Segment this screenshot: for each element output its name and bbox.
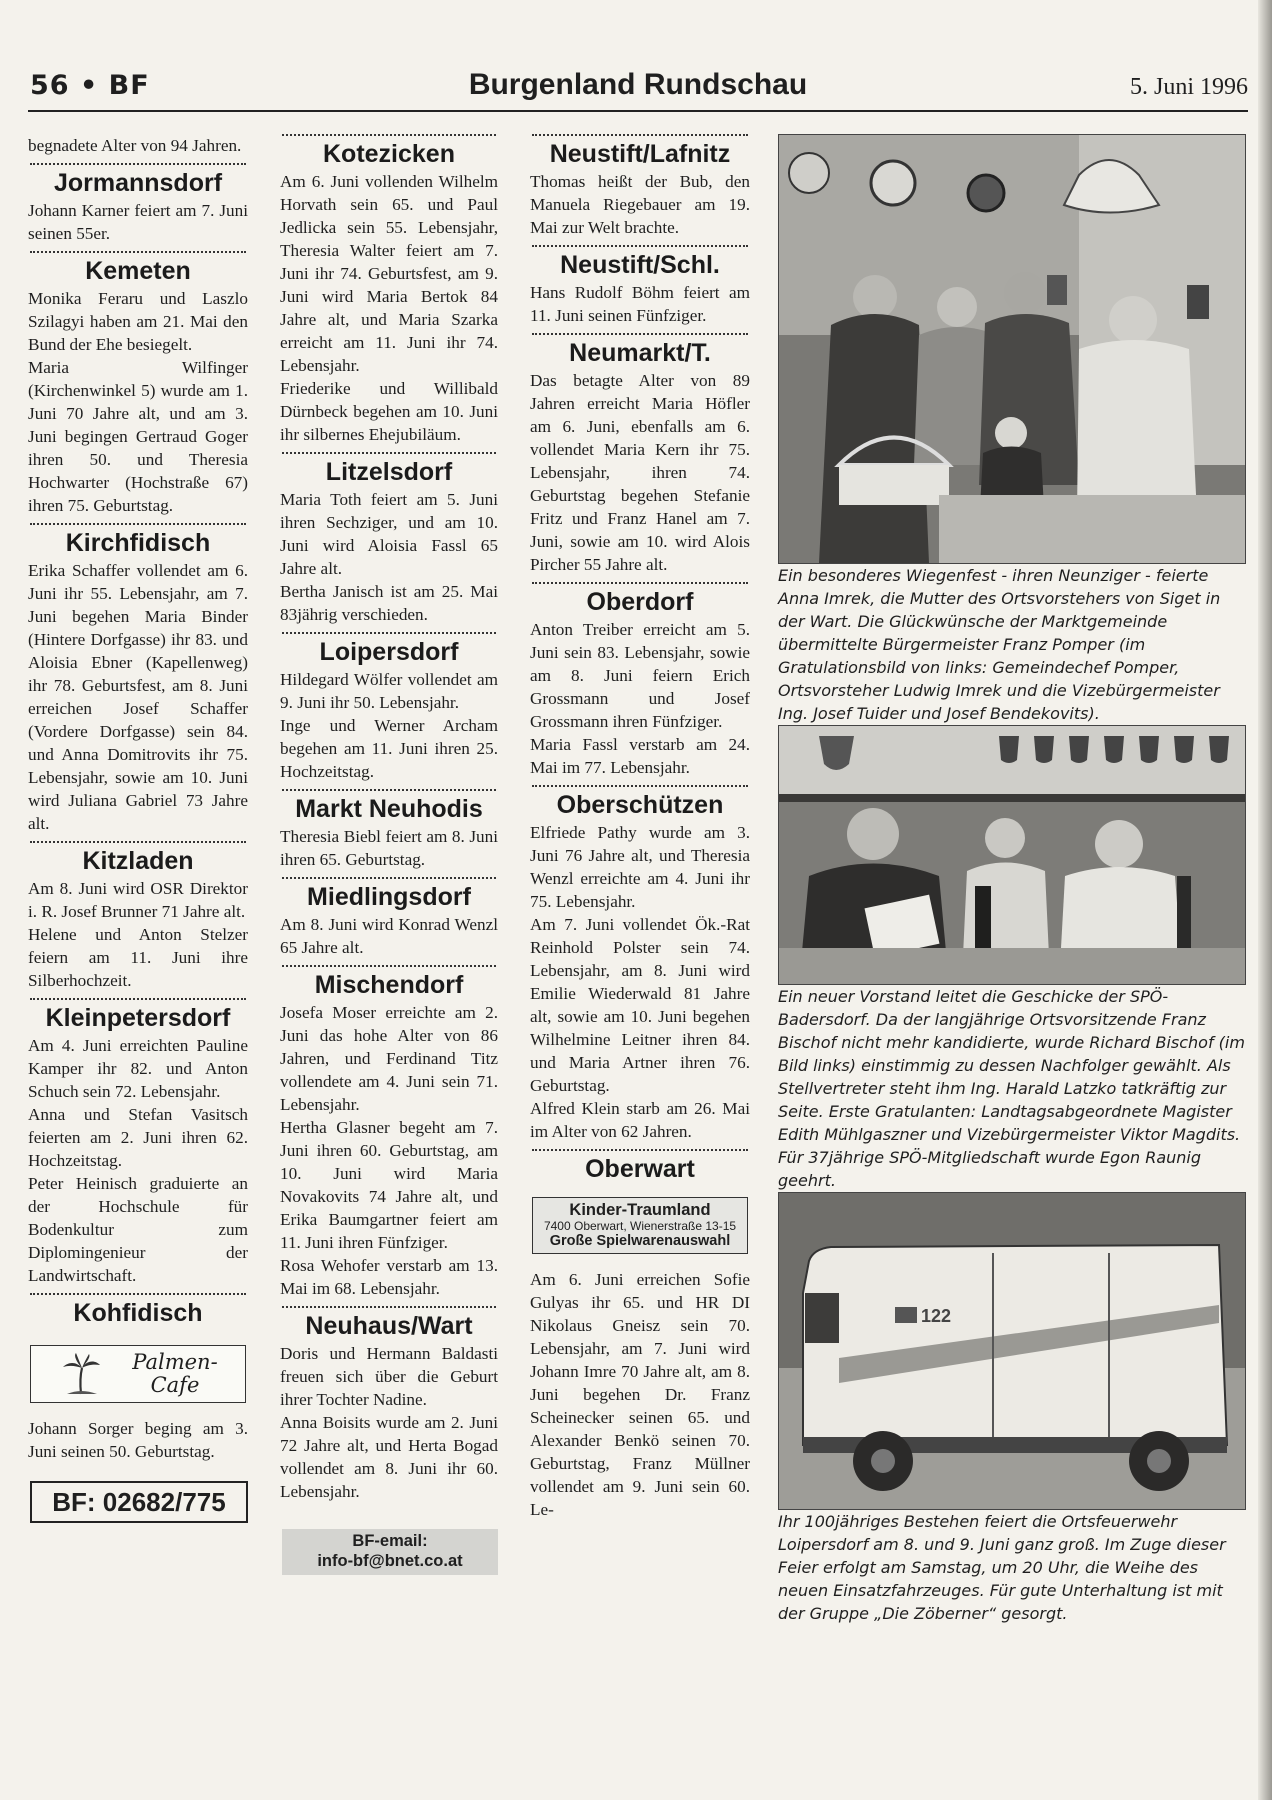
dotted-divider	[30, 523, 246, 525]
dotted-divider	[532, 134, 748, 136]
article-text: Theresia Biebl feiert am 8. Juni ihren 65. Geburtstag.	[280, 827, 498, 869]
article-text: Thomas heißt der Bub, den Manuela Riegebauer am 19. Mai zur Welt brachte.	[530, 172, 750, 237]
article-text: Am 6. Juni erreichen Sofie Gulyas ihr 65. und HR DI Nikolaus Gneisz sein 70. Lebensjahr, am 7. Juni wird Johann Imre 70 Jahre alt, am 8. Juni begehen Dr. Franz Scheinecker seinen 65. und Alexander Benkö seinen 70. Geburtstag, Franz Müllner vollendet am 9. Juni sein 60. Le-	[530, 1270, 750, 1519]
section-title-markt-neuhodis: Markt Neuhodis	[295, 795, 483, 823]
section-title-neustift-lafnitz: Neustift/Lafnitz	[549, 140, 731, 168]
article-text: Am 4. Juni erreichten Pauline Kamper ihr 82. und Anton Schuch sein 72. Lebensjahr.	[28, 1036, 248, 1101]
truck-number: 122	[921, 1306, 952, 1326]
section-title-kirchfidisch: Kirchfidisch	[65, 529, 211, 557]
article-text: Bertha Janisch ist am 25. Mai 83jährig verschieden.	[280, 582, 498, 624]
section-title-litzelsdorf: Litzelsdorf	[325, 458, 453, 486]
page-header	[28, 66, 1248, 112]
section-title-kleinpetersdorf: Kleinpetersdorf	[45, 1004, 231, 1032]
article-text: begnadete Alter von 94 Jahren.	[28, 136, 242, 155]
section-title-oberdorf: Oberdorf	[586, 588, 694, 616]
article-text: Alfred Klein starb am 26. Mai im Alter von 62 Jahren.	[530, 1099, 750, 1141]
article-text: Josefa Moser erreichte am 2. Juni das hohe Alter von 86 Jahren, und Ferdinand Titz vollendete am 4. Juni sein 71. Lebensjahr.	[280, 1003, 498, 1114]
dotted-divider	[282, 1306, 496, 1308]
dotted-divider	[30, 251, 246, 253]
column-2	[280, 134, 498, 1575]
article-text: Johann Karner feiert am 7. Juni seinen 55er.	[28, 201, 248, 243]
article-text: Monika Feraru und Laszlo Szilagyi haben am 21. Mai den Bund der Ehe besiegelt.	[28, 289, 248, 354]
section-title-oberschuetzen: Oberschützen	[556, 791, 724, 819]
email-ad-label: BF-email:	[352, 1532, 428, 1550]
section-title-neuhaus: Neuhaus/Wart	[305, 1312, 473, 1340]
dotted-divider	[282, 789, 496, 791]
article-text: Am 8. Juni wird Konrad Wenzl 65 Jahre alt.	[280, 915, 498, 957]
issue-date: 5. Juni 1996	[1129, 74, 1248, 100]
article-text: Doris und Hermann Baldasti freuen sich über die Geburt ihrer Tochter Nadine.	[280, 1344, 498, 1409]
article-text: Johann Sorger beging am 3. Juni seinen 50. Geburtstag.	[28, 1419, 248, 1461]
section-title-miedlingsdorf: Miedlingsdorf	[307, 883, 471, 911]
photo-spoe-board	[778, 725, 1246, 985]
photo-caption: Ein neuer Vorstand leitet die Geschicke der SPÖ-Badersdorf. Da der langjährige Ortsvorsitzende Franz Bischof nicht mehr kandidierte, wurde Richard Bischof (im Bild links) einstimmig zu dessen Nachfolger gewählt. Als Stellvertreter steht ihm Ing. Harald Latzko tatkräftig zur Seite. Erste Gratulanten: Landtagsabgeordnete Magister Edith Mühlgaszner und Vizebürgermeister Viktor Magdits. Für 37jährige SPÖ-Mitgliedschaft wurde Egon Raunig geehrt.	[778, 987, 1245, 1190]
kinder-ad-slogan: Große Spielwarenauswahl	[549, 1233, 731, 1249]
section-title-neustift-schl: Neustift/Schl.	[560, 251, 720, 279]
page-number: 56 • BF	[30, 70, 150, 101]
section-title-kotezicken: Kotezicken	[323, 140, 455, 168]
section-title-kohfidisch: Kohfidisch	[73, 1299, 203, 1327]
kinder-ad-address: 7400 Oberwart, Wienerstraße 13-15	[543, 1219, 737, 1233]
masthead: Burgenland Rundschau	[468, 68, 808, 101]
page-fold-shadow	[1258, 0, 1272, 1800]
dotted-divider	[30, 998, 246, 1000]
article-text: Hildegard Wölfer vollendet am 9. Juni ihr 50. Lebensjahr.	[280, 670, 498, 712]
email-ad	[282, 1529, 498, 1575]
section-title-neumarkt: Neumarkt/T.	[569, 339, 711, 367]
article-text: Anton Treiber erreicht am 5. Juni sein 83. Lebensjahr, sowie am 8. Juni feiern Erich Grossmann und Josef Grossmann ihren Fünfziger.	[530, 620, 750, 731]
photo-fire-truck	[778, 1192, 1246, 1510]
article-text: Am 6. Juni vollenden Wilhelm Horvath sein 65. und Paul Jedlicka sein 55. Lebensjahr, Theresia Walter feiert am 7. Juni ihr 74. Geburtsfest, am 9. Juni wird Maria Bertok 84 Jahre alt, und Maria Szarka erreicht am 11. Juni ihr 74. Lebensjahr.	[280, 172, 498, 375]
article-text: Anna Boisits wurde am 2. Juni 72 Jahre alt, und Herta Bogad vollendet am 8. Juni ihr 60. Lebensjahr.	[280, 1413, 498, 1501]
dotted-divider	[30, 1293, 246, 1295]
kinder-ad-title: Kinder-Traumland	[569, 1201, 711, 1219]
kinder-traumland-ad	[532, 1197, 748, 1254]
dotted-divider	[532, 245, 748, 247]
article-text: Am 8. Juni wird OSR Direktor i. R. Josef Brunner 71 Jahre alt.	[28, 879, 248, 921]
photo-birthday-image	[779, 135, 1245, 563]
dotted-divider	[30, 841, 246, 843]
article-text: Maria Toth feiert am 5. Juni ihren Sechziger, und am 10. Juni wird Aloisia Fassl 65 Jahre alt.	[280, 490, 498, 578]
column-1	[28, 134, 248, 1523]
article-text: Rosa Wehofer verstarb am 13. Mai im 68. Lebensjahr.	[280, 1256, 498, 1298]
article-text: Hertha Glasner begeht am 7. Juni ihren 60. Geburtstag, am 10. Juni wird Maria Novakovits 74 Jahre alt, und Erika Baumgartner feiert am 11. Juni ihren Fünfziger.	[280, 1118, 498, 1252]
dotted-divider	[282, 632, 496, 634]
article-text: Inge und Werner Archam begehen am 11. Juni ihren 25. Hochzeitstag.	[280, 716, 498, 781]
article-text: Das betagte Alter von 89 Jahren erreicht Maria Höfler am 6. Juni, ebenfalls am 6. vollendet Maria Kern ihr 75. Lebensjahr, ihren 74. Geburtstag begehen Stefanie Fritz und Franz Hanel am 7. Juni, sowie am 10. wird Alois Pircher 55 Jahre alt.	[530, 371, 750, 574]
article-text: Peter Heinisch graduierte an der Hochschule für Bodenkultur zum Diplomingenieur der Landwirtschaft.	[28, 1174, 248, 1285]
article-text: Erika Schaffer vollendet am 6. Juni ihr 55. Lebensjahr, am 7. Juni begehen Maria Binder (Hintere Dorfgasse) ihr 83. und Aloisia Ebner (Kapellenweg) ihr 78. Geburtsfest, am 8. Juni erreichen Josef Schaffer (Vordere Dorfgasse) sein 84. und Anna Domitrovits ihr 75. Lebensjahr, sowie am 10. Juni wird Juliana Gabriel 73 Jahre alt.	[28, 561, 248, 833]
dotted-divider	[532, 333, 748, 335]
article-text: Hans Rudolf Böhm feiert am 11. Juni seinen Fünfziger.	[530, 283, 750, 325]
section-title-kitzladen: Kitzladen	[82, 847, 194, 875]
article-text: Am 7. Juni vollendet Ök.-Rat Reinhold Polster sein 74. Lebensjahr, am 8. Juni wird Emilie Wiederwald 81 Jahre alt, sowie am 10. Juni begehen Wilhelmine Leitner ihren 84. und Maria Artner ihren 76. Geburtstag.	[530, 915, 750, 1095]
dotted-divider	[532, 582, 748, 584]
article-text: Elfriede Pathy wurde am 3. Juni 76 Jahre alt, und Theresia Wenzl erreichte am 4. Juni ihr 75. Lebensjahr.	[530, 823, 750, 911]
article-text: Helene und Anton Stelzer feiern am 11. Juni ihre Silberhochzeit.	[28, 925, 248, 990]
palmen-cafe-ad	[30, 1345, 246, 1403]
photo-spoe-image	[779, 726, 1245, 984]
photo-caption: Ein besonderes Wiegenfest - ihren Neunziger - feierte Anna Imrek, die Mutter des Ortsvorstehers von Siget in der Wart. Die Glückwünsche der Marktgemeinde übermittelte Bürgermeister Franz Pomper (im Gratulationsbild von links: Gemeindechef Pomper, Ortsvorsteher Ludwig Imrek und die Vizebürgermeister Ing. Josef Tuider und Josef Bendekovits).	[778, 566, 1221, 723]
dotted-divider	[282, 877, 496, 879]
column-4	[778, 134, 1248, 1625]
section-title-mischendorf: Mischendorf	[314, 971, 464, 999]
dotted-divider	[532, 785, 748, 787]
article-text: Maria Wilfinger (Kirchenwinkel 5) wurde am 1. Juni 70 Jahre alt, und am 3. Juni begingen Gertraud Goger ihren 50. und Theresia Hochwarter (Hochstraße 67) ihren 75. Geburtstag.	[28, 358, 248, 515]
email-ad-address: info-bf@bnet.co.at	[317, 1552, 463, 1570]
photo-birthday-group	[778, 134, 1246, 564]
dotted-divider	[282, 134, 496, 136]
dotted-divider	[282, 452, 496, 454]
palm-tree-icon	[59, 1352, 103, 1396]
article-text: Friederike und Willibald Dürnbeck begehen am 10. Juni ihr silbernes Ehejubiläum.	[280, 379, 498, 444]
section-title-loipersdorf: Loipersdorf	[319, 638, 459, 666]
dotted-divider	[282, 965, 496, 967]
article-text: Maria Fassl verstarb am 24. Mai im 77. Lebensjahr.	[530, 735, 750, 777]
section-title-jormannsdorf: Jormannsdorf	[53, 169, 223, 197]
dotted-divider	[532, 1149, 748, 1151]
section-title-oberwart: Oberwart	[585, 1155, 695, 1183]
phone-ad: BF: 02682/775	[30, 1481, 248, 1523]
section-title-kemeten: Kemeten	[85, 257, 191, 285]
photo-fire-truck-image	[779, 1193, 1245, 1509]
photo-caption: Ihr 100jähriges Bestehen feiert die Ortsfeuerwehr Loipersdorf am 8. und 9. Juni ganz groß. Im Zuge dieser Feier erfolgt am Samstag, um 20 Uhr, die Weihe des neuen Einsatzfahrzeuges. Für gute Unterhaltung ist mit der Gruppe „Die Zöberner“ gesorgt.	[778, 1512, 1226, 1623]
column-3	[530, 134, 750, 1521]
dotted-divider	[30, 163, 246, 165]
article-text: Anna und Stefan Vasitsch feierten am 2. Juni ihren 62. Hochzeitstag.	[28, 1105, 248, 1170]
palmen-cafe-text: Palmen-Cafe	[132, 1350, 218, 1397]
